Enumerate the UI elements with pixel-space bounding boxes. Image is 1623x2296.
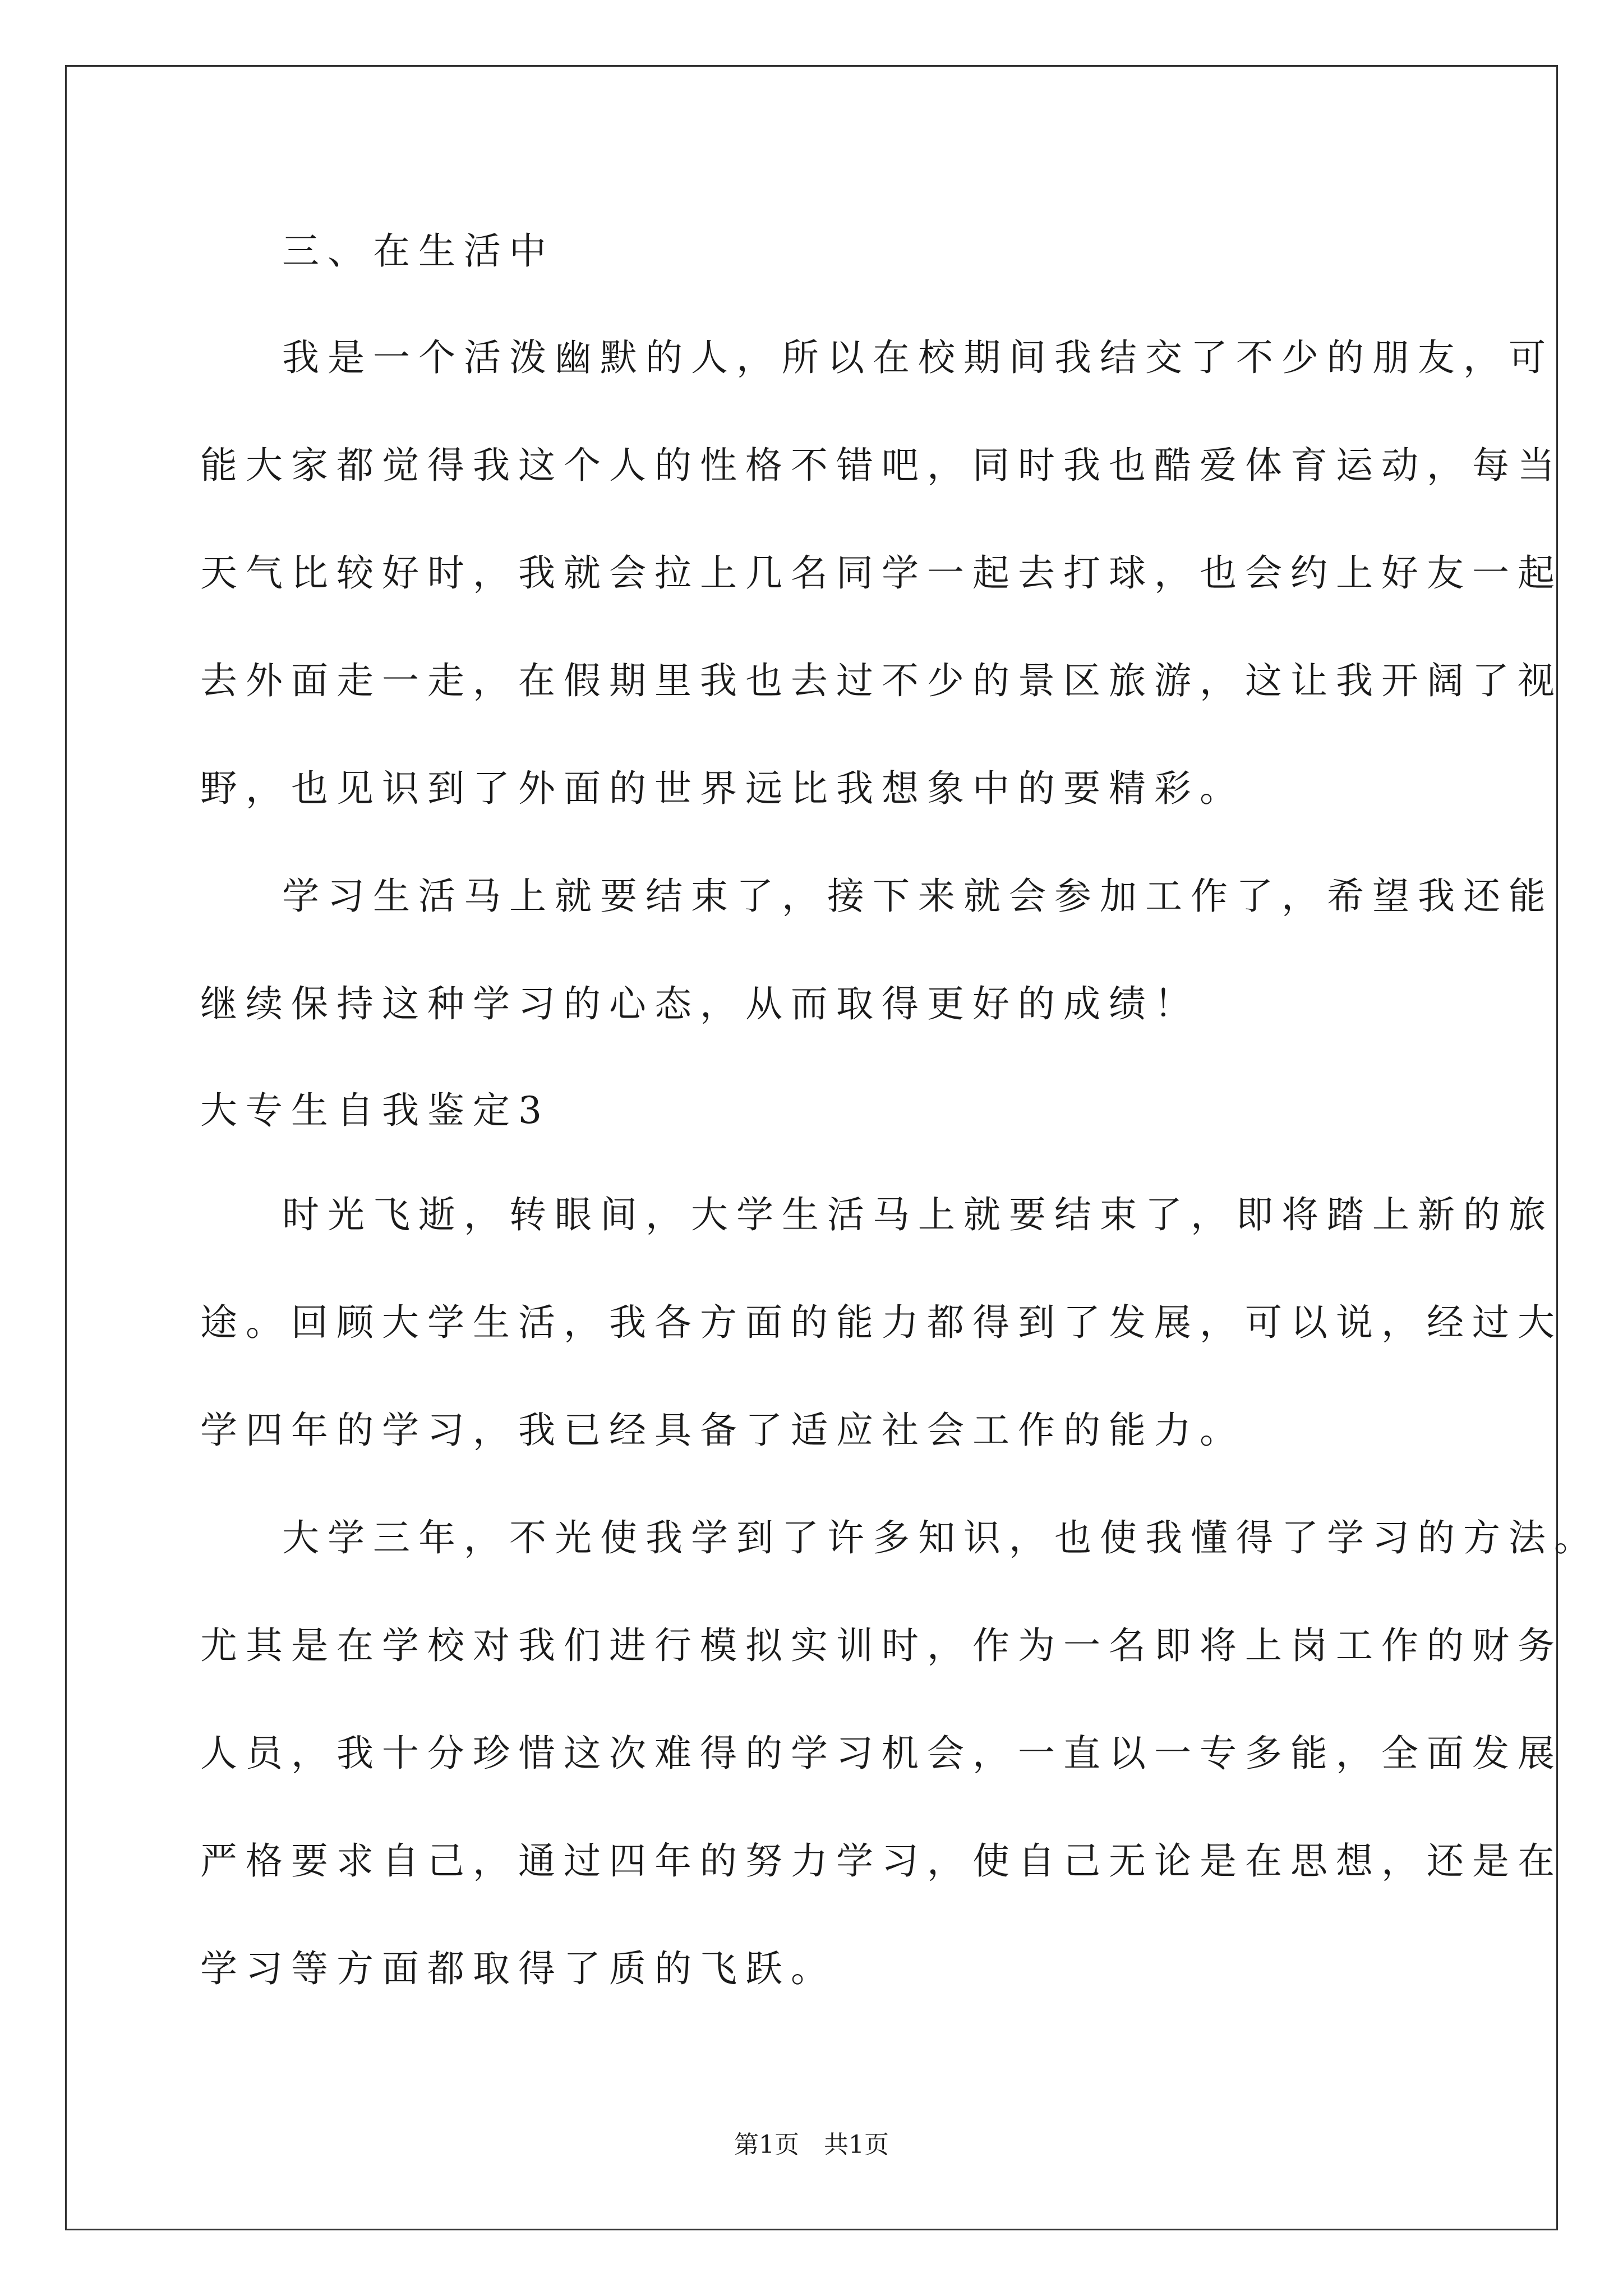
paragraph-line: 去外面走一走，在假期里我也去过不少的景区旅游，这让我开阔了视 xyxy=(200,659,1563,702)
paragraph-line: 学四年的学习，我已经具备了适应社会工作的能力。 xyxy=(200,1409,1245,1452)
section-heading: 三、在生活中 xyxy=(282,229,555,273)
paragraph-line: 天气比较好时，我就会拉上几名同学一起去打球，也会约上好友一起 xyxy=(200,551,1563,595)
document-title: 大专生自我鉴定3 xyxy=(200,1089,550,1132)
paragraph-line: 野，也见识到了外面的世界远比我想象中的要精彩。 xyxy=(200,767,1245,810)
paragraph-line: 严格要求自己，通过四年的努力学习，使自己无论是在思想，还是在 xyxy=(200,1839,1563,1883)
paragraph-line: 时光飞逝，转眼间，大学生活马上就要结束了，即将踏上新的旅 xyxy=(282,1193,1554,1236)
paragraph-line: 继续保持这种学习的心态，从而取得更好的成绩！ xyxy=(200,982,1200,1025)
paragraph-line: 能大家都觉得我这个人的性格不错吧，同时我也酷爱体育运动，每当 xyxy=(200,444,1563,487)
paragraph-line: 学习等方面都取得了质的飞跃。 xyxy=(200,1947,836,1990)
paragraph-line: 学习生活马上就要结束了，接下来就会参加工作了，希望我还能 xyxy=(282,875,1554,918)
page-footer: 第1页 共1页 xyxy=(734,2131,889,2159)
paragraph-line: 我是一个活泼幽默的人，所以在校期间我结交了不少的朋友，可 xyxy=(282,336,1554,379)
paragraph-line: 人员，我十分珍惜这次难得的学习机会，一直以一专多能，全面发展 xyxy=(200,1732,1563,1775)
paragraph-line: 尤其是在学校对我们进行模拟实训时，作为一名即将上岗工作的财务 xyxy=(200,1624,1563,1667)
paragraph-line: 途。回顾大学生活，我各方面的能力都得到了发展，可以说，经过大 xyxy=(200,1301,1563,1344)
page-border xyxy=(65,65,1558,2230)
paragraph-line: 大学三年，不光使我学到了许多知识，也使我懂得了学习的方法。 xyxy=(282,1516,1599,1559)
